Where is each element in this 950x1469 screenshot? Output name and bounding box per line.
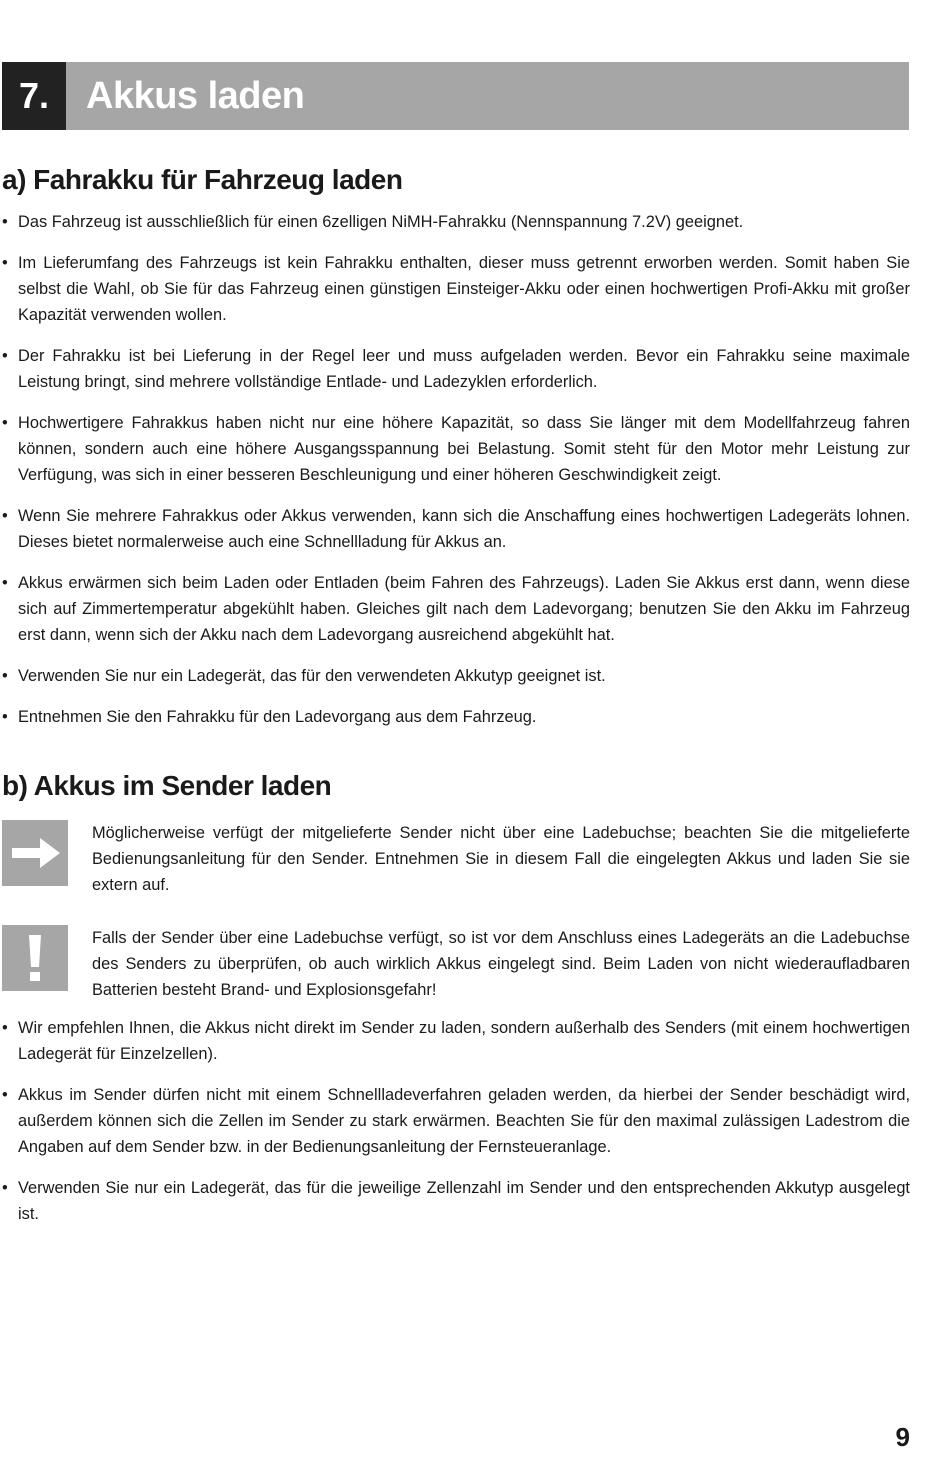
exclamation-icon: [2, 925, 68, 991]
section-b-list: [2, 1015, 910, 1242]
list-item: • Wenn Sie mehrere Fahrakkus oder Akkus verwenden, kann sich die Anschaffung eines hochwertigen Ladegeräts lohnen. Dieses bietet normalerweise auch eine Schnellladung für Akkus an.: [2, 503, 910, 555]
section-a-heading: a) Fahrakku für Fahrzeug laden: [2, 164, 403, 195]
list-item: • Entnehmen Sie den Fahrakku für den Ladevorgang aus dem Fahrzeug.: [2, 704, 910, 730]
list-item: • Verwenden Sie nur ein Ladegerät, das für die jeweilige Zellenzahl im Sender und den entsprechenden Akkutyp ausgelegt ist.: [2, 1175, 910, 1227]
list-item: • Im Lieferumfang des Fahrzeugs ist kein Fahrakku enthalten, dieser muss getrennt erworben werden. Somit haben Sie selbst die Wahl, ob Sie für das Fahrzeug einen günstigen Einsteiger-Akku oder einen hochwertigen Profi-Akku mit großer Kapazität verwenden wollen.: [2, 250, 910, 328]
page-number: 9: [895, 1422, 910, 1452]
chapter-title: Akkus laden: [86, 74, 305, 117]
arrow-right-icon: [2, 820, 68, 886]
list-item: • Verwenden Sie nur ein Ladegerät, das für den verwendeten Akkutyp geeignet ist.: [2, 663, 910, 689]
list-item: • Wir empfehlen Ihnen, die Akkus nicht direkt im Sender zu laden, sondern außerhalb des Senders (mit einem hochwertigen Ladegerät für Einzelzellen).: [2, 1015, 910, 1067]
warning-note: [2, 925, 910, 1003]
chapter-header: [2, 62, 909, 130]
warning-note-text: Falls der Sender über eine Ladebuchse verfügt, so ist vor dem Anschluss eines Ladegeräts an die Ladebuchse des Senders zu überprüfen, ob auch wirklich Akkus eingelegt sind. Beim Laden von nicht wiederaufladbaren Batterien besteht Brand- und Explosionsgefahr!: [92, 929, 910, 999]
list-item: • Akkus erwärmen sich beim Laden oder Entladen (beim Fahren des Fahrzeugs). Laden Sie Akkus erst dann, wenn diese sich auf Zimmertemperatur abgekühlt haben. Gleiches gilt nach dem Ladevorgang; benutzen Sie den Akku im Fahrzeug erst dann, wenn sich der Akku nach dem Ladevorgang ausreichend abgekühlt hat.: [2, 570, 910, 648]
list-item: • Hochwertigere Fahrakkus haben nicht nur eine höhere Kapazität, so dass Sie länger mit dem Modellfahrzeug fahren können, sondern auch eine höhere Ausgangsspannung bei Belastung. Somit steht für den Motor mehr Leistung zur Verfügung, was sich in einer besseren Beschleunigung und einer höheren Geschwindigkeit zeigt.: [2, 410, 910, 488]
section-a-list: [2, 209, 910, 745]
list-item: • Akkus im Sender dürfen nicht mit einem Schnellladeverfahren geladen werden, da hierbei der Sender beschädigt wird, außerdem können sich die Zellen im Sender zu stark erwärmen. Beachten Sie für den maximal zulässigen Ladestrom die Angaben auf dem Sender bzw. in der Bedienungsanleitung der Fernsteueranlage.: [2, 1082, 910, 1160]
info-note: [2, 820, 910, 898]
chapter-number: 7.: [2, 62, 66, 130]
list-item: • Der Fahrakku ist bei Lieferung in der Regel leer und muss aufgeladen werden. Bevor ein Fahrakku seine maximale Leistung bringt, sind mehrere vollständige Entlade- und Ladezyklen erforderlich.: [2, 343, 910, 395]
section-b-heading: b) Akkus im Sender laden: [2, 770, 332, 801]
info-note-text: Möglicherweise verfügt der mitgelieferte Sender nicht über eine Ladebuchse; beachten Sie die mitgelieferte Bedienungsanleitung für den Sender. Entnehmen Sie in diesem Fall die eingelegten Akkus und laden Sie sie extern auf.: [92, 824, 910, 894]
list-item: • Das Fahrzeug ist ausschließlich für einen 6zelligen NiMH-Fahrakku (Nennspannung 7.2V) geeignet.: [2, 209, 910, 235]
